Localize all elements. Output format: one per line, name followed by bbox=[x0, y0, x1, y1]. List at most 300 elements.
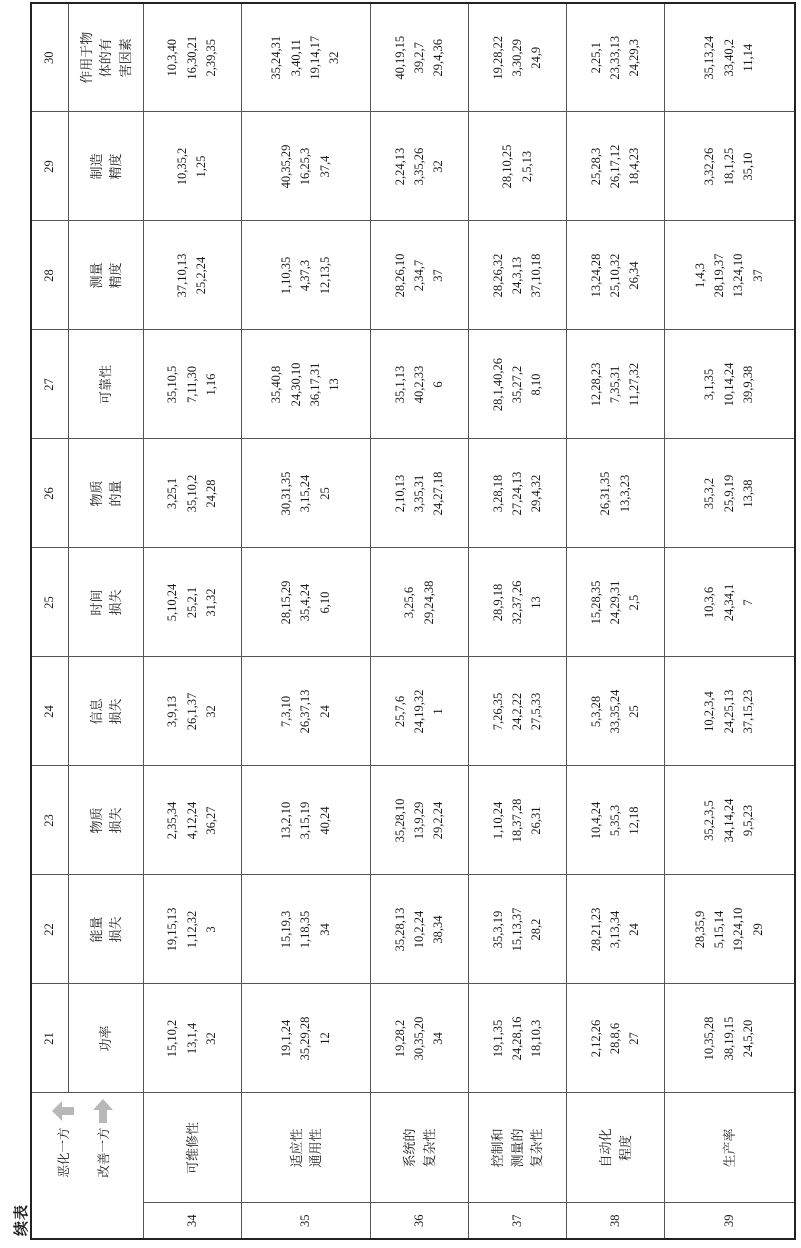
principle-numbers: 24,5,20 bbox=[741, 1019, 756, 1058]
principle-numbers: 3,30,29 bbox=[509, 39, 524, 77]
column-name-cell bbox=[69, 766, 144, 875]
principle-numbers: 35,29,28 bbox=[298, 1016, 313, 1061]
principle-numbers: 34,14,24 bbox=[721, 798, 736, 843]
principle-numbers: 1,18,35 bbox=[298, 910, 313, 949]
matrix-cell bbox=[371, 112, 469, 221]
matrix-cell bbox=[371, 875, 469, 984]
row-name-cell bbox=[664, 1093, 795, 1203]
matrix-cell bbox=[371, 766, 469, 875]
column-number-cell: 29 bbox=[31, 112, 69, 221]
principle-numbers: 7,35,31 bbox=[607, 365, 622, 404]
matrix-cell bbox=[469, 548, 567, 657]
row-name-cell bbox=[469, 1093, 567, 1203]
row-name-cell bbox=[371, 1093, 469, 1203]
column-number-cell: 30 bbox=[31, 3, 69, 112]
principle-numbers: 13,3,23 bbox=[617, 474, 632, 513]
principle-numbers: 35,24,31 bbox=[269, 35, 284, 80]
principle-numbers: 12,13,5 bbox=[317, 256, 332, 295]
principle-numbers: 6,10 bbox=[317, 591, 332, 614]
principle-numbers: 36,17,31 bbox=[308, 362, 322, 407]
worsen-side-label: 恶化一方 bbox=[56, 1127, 71, 1178]
principle-numbers: 32 bbox=[431, 160, 446, 173]
principle-numbers: 26,17,12 bbox=[607, 144, 622, 189]
contradiction-matrix-table bbox=[30, 2, 796, 1240]
principle-numbers: 28,26,10 bbox=[392, 253, 407, 298]
matrix-cell bbox=[664, 112, 795, 221]
principle-numbers: 13,38 bbox=[741, 479, 756, 508]
principle-numbers: 40,19,15 bbox=[392, 35, 407, 80]
principle-numbers: 26,1,37 bbox=[184, 692, 199, 731]
principle-numbers: 2,34,7 bbox=[411, 259, 426, 292]
column-name-line: 时间 bbox=[88, 589, 104, 616]
principle-numbers: 28,2 bbox=[529, 918, 544, 941]
principle-numbers: 32 bbox=[204, 1032, 219, 1045]
principle-numbers: 26,31 bbox=[529, 806, 544, 835]
principle-numbers: 19,15,13 bbox=[165, 907, 180, 952]
matrix-cell bbox=[241, 548, 371, 657]
matrix-cell bbox=[371, 548, 469, 657]
matrix-cell bbox=[469, 112, 567, 221]
principle-numbers: 39,9,38 bbox=[741, 365, 756, 404]
matrix-cell bbox=[241, 439, 371, 548]
matrix-cell bbox=[371, 330, 469, 439]
principle-numbers: 3,40,11 bbox=[288, 39, 303, 77]
principle-numbers: 13,24,10 bbox=[731, 253, 746, 298]
principle-numbers: 16,30,21 bbox=[184, 35, 199, 80]
matrix-cell bbox=[241, 3, 371, 112]
table-row bbox=[567, 3, 665, 1239]
column-name-line: 能量 bbox=[88, 916, 104, 943]
matrix-cell bbox=[469, 3, 567, 112]
column-name-cell bbox=[69, 3, 144, 112]
principle-numbers: 34 bbox=[317, 923, 332, 936]
column-name-line: 损失 bbox=[108, 916, 123, 943]
principle-numbers: 36,27 bbox=[204, 806, 219, 835]
matrix-cell bbox=[144, 657, 242, 766]
principle-numbers: 3,1,35 bbox=[702, 368, 717, 401]
principle-numbers: 19,14,17 bbox=[308, 35, 322, 80]
principle-numbers: 24 bbox=[627, 923, 642, 936]
column-name-cell bbox=[69, 984, 144, 1093]
matrix-cell bbox=[469, 984, 567, 1093]
principle-numbers: 3,15,24 bbox=[298, 474, 313, 513]
principle-numbers: 13,24,28 bbox=[588, 253, 603, 298]
row-name-cell bbox=[567, 1093, 665, 1203]
corner-header-cell bbox=[31, 1093, 144, 1239]
matrix-cell bbox=[371, 984, 469, 1093]
principle-numbers: 5,3,28 bbox=[588, 695, 603, 728]
principle-numbers: 3 bbox=[204, 926, 219, 933]
principle-numbers: 3,25,6 bbox=[402, 586, 417, 619]
principle-numbers: 15,28,35 bbox=[588, 580, 603, 625]
principle-numbers: 25,10,32 bbox=[607, 253, 622, 298]
column-name-cell bbox=[69, 657, 144, 766]
matrix-cell bbox=[567, 984, 665, 1093]
principle-numbers: 18,10,3 bbox=[529, 1019, 544, 1058]
row-name-line: 可维修性 bbox=[184, 1122, 200, 1175]
column-name-line: 作用于物 bbox=[78, 31, 94, 84]
principle-numbers: 28,26,32 bbox=[490, 253, 505, 298]
column-name-line: 体的有 bbox=[98, 38, 114, 78]
principle-numbers: 1,12,32 bbox=[184, 910, 199, 949]
matrix-cell bbox=[567, 875, 665, 984]
principle-numbers: 2,35,34 bbox=[165, 801, 180, 840]
principle-numbers: 15,19,3 bbox=[278, 910, 293, 949]
matrix-cell bbox=[567, 3, 665, 112]
row-number-cell: 38 bbox=[567, 1203, 665, 1239]
principle-numbers: 12 bbox=[317, 1032, 332, 1045]
column-name-line: 害因素 bbox=[117, 38, 133, 78]
row-name-line: 生产率 bbox=[721, 1128, 737, 1168]
principle-numbers: 28,10,25 bbox=[500, 144, 515, 189]
principle-numbers: 35,1,13 bbox=[392, 365, 407, 404]
improve-side-label: 改善一方 bbox=[96, 1127, 111, 1178]
principle-numbers: 2,39,35 bbox=[204, 39, 219, 77]
matrix-cell bbox=[664, 875, 795, 984]
principle-numbers: 11,27,32 bbox=[627, 362, 642, 407]
matrix-cell bbox=[567, 439, 665, 548]
principle-numbers: 18,4,23 bbox=[627, 147, 642, 186]
principle-numbers: 10,2,3,4 bbox=[702, 691, 717, 732]
principle-numbers: 2,10,13 bbox=[392, 474, 407, 513]
matrix-cell bbox=[144, 548, 242, 657]
principle-numbers: 2,25,1 bbox=[588, 42, 603, 74]
row-number-cell: 35 bbox=[241, 1203, 371, 1239]
column-name-line: 功率 bbox=[98, 1025, 114, 1052]
principle-numbers: 10,35,2 bbox=[174, 147, 189, 186]
principle-numbers: 10,3,40 bbox=[165, 39, 180, 77]
matrix-cell bbox=[241, 221, 371, 330]
table-row bbox=[241, 3, 371, 1239]
matrix-cell bbox=[469, 330, 567, 439]
column-number-cell: 28 bbox=[31, 221, 69, 330]
principle-numbers: 35,3,2 bbox=[702, 477, 717, 510]
principle-numbers: 29,24,38 bbox=[421, 580, 436, 625]
matrix-cell bbox=[144, 875, 242, 984]
principle-numbers: 25 bbox=[317, 487, 332, 500]
row-number-cell: 36 bbox=[371, 1203, 469, 1239]
principle-numbers: 24,25,13 bbox=[721, 689, 736, 734]
principle-numbers: 30,31,35 bbox=[278, 471, 293, 516]
matrix-cell bbox=[241, 766, 371, 875]
principle-numbers: 3,25,1 bbox=[165, 477, 180, 510]
principle-numbers: 40,24 bbox=[317, 806, 332, 835]
principle-numbers: 35,28,13 bbox=[392, 907, 407, 952]
row-name-cell bbox=[241, 1093, 371, 1203]
principle-numbers: 13 bbox=[327, 378, 342, 391]
page-side-label: 续表 bbox=[12, 1203, 30, 1236]
principle-numbers: 39,2,7 bbox=[411, 42, 426, 74]
row-name-line: 程度 bbox=[617, 1135, 633, 1162]
principle-numbers: 3,32,26 bbox=[702, 147, 717, 186]
principle-numbers: 27 bbox=[627, 1032, 642, 1045]
matrix-cell bbox=[664, 330, 795, 439]
matrix-cell bbox=[371, 439, 469, 548]
matrix-cell bbox=[371, 3, 469, 112]
matrix-cell bbox=[664, 548, 795, 657]
column-number-cell: 22 bbox=[31, 875, 69, 984]
row-number-cell: 34 bbox=[144, 1203, 242, 1239]
principle-numbers: 11,14 bbox=[741, 43, 756, 72]
principle-numbers: 34 bbox=[431, 1032, 446, 1045]
column-name-line: 精度 bbox=[108, 153, 123, 180]
principle-numbers: 37,10,13 bbox=[174, 253, 189, 298]
column-number-cell: 23 bbox=[31, 766, 69, 875]
principle-numbers: 23,33,13 bbox=[607, 35, 622, 80]
principle-numbers: 7,11,30 bbox=[184, 365, 199, 404]
matrix-cell bbox=[144, 330, 242, 439]
principle-numbers: 24,27,18 bbox=[431, 471, 446, 516]
matrix-cell bbox=[144, 439, 242, 548]
row-name-line: 通用性 bbox=[308, 1128, 323, 1168]
matrix-cell bbox=[469, 439, 567, 548]
column-name-cell bbox=[69, 548, 144, 657]
principle-numbers: 24,30,10 bbox=[288, 362, 303, 407]
column-name-line: 可靠性 bbox=[98, 365, 114, 405]
principle-numbers: 18,1,25 bbox=[721, 147, 736, 186]
principle-numbers: 10,4,24 bbox=[588, 801, 603, 840]
column-name-cell bbox=[69, 439, 144, 548]
column-name-cell bbox=[69, 112, 144, 221]
matrix-cell bbox=[144, 112, 242, 221]
row-name-line: 适应性 bbox=[288, 1128, 304, 1168]
principle-numbers: 1,25 bbox=[194, 155, 209, 178]
matrix-cell bbox=[144, 3, 242, 112]
principle-numbers: 25 bbox=[627, 705, 642, 718]
principle-numbers: 24,19,32 bbox=[411, 689, 426, 734]
column-name-cell bbox=[69, 875, 144, 984]
column-name-line: 物质 bbox=[88, 807, 104, 834]
principle-numbers: 4,37,3 bbox=[298, 259, 313, 292]
matrix-cell bbox=[144, 766, 242, 875]
table-row bbox=[371, 3, 469, 1239]
principle-numbers: 28,35,9 bbox=[692, 910, 707, 949]
arrow-up-icon bbox=[52, 1102, 74, 1122]
principle-numbers: 2,5 bbox=[627, 594, 642, 611]
principle-numbers: 28,15,29 bbox=[278, 580, 293, 625]
table-body bbox=[31, 3, 795, 1239]
header-name-row bbox=[69, 3, 144, 1239]
matrix-cell bbox=[241, 330, 371, 439]
principle-numbers: 2,24,13 bbox=[392, 147, 407, 186]
principle-numbers: 29 bbox=[750, 923, 765, 936]
matrix-cell bbox=[567, 112, 665, 221]
principle-numbers: 10,2,24 bbox=[411, 910, 426, 949]
matrix-cell bbox=[664, 3, 795, 112]
principle-numbers: 18,37,28 bbox=[509, 798, 524, 843]
principle-numbers: 24,29,3 bbox=[627, 39, 642, 77]
matrix-cell bbox=[144, 984, 242, 1093]
principle-numbers: 35,10 bbox=[741, 152, 756, 181]
principle-numbers: 24,28 bbox=[204, 479, 219, 508]
principle-numbers: 3,35,26 bbox=[411, 147, 426, 186]
principle-numbers: 24 bbox=[317, 705, 332, 718]
matrix-cell bbox=[664, 439, 795, 548]
matrix-cell bbox=[469, 657, 567, 766]
principle-numbers: 33,35,24 bbox=[607, 689, 622, 734]
principle-numbers: 5,15,14 bbox=[712, 910, 727, 949]
principle-numbers: 6 bbox=[431, 381, 446, 388]
principle-numbers: 7 bbox=[741, 599, 756, 606]
matrix-cell bbox=[664, 766, 795, 875]
column-number-cell: 27 bbox=[31, 330, 69, 439]
matrix-cell bbox=[241, 984, 371, 1093]
column-number-cell: 24 bbox=[31, 657, 69, 766]
principle-numbers: 35,4,24 bbox=[298, 583, 313, 622]
column-name-line: 的量 bbox=[108, 480, 123, 507]
principle-numbers: 32,37,26 bbox=[509, 580, 524, 625]
principle-numbers: 19,24,10 bbox=[731, 907, 746, 952]
row-name-line: 测量的 bbox=[509, 1128, 525, 1168]
column-name-cell bbox=[69, 330, 144, 439]
principle-numbers: 29,2,24 bbox=[431, 801, 446, 840]
principle-numbers: 1,10,24 bbox=[490, 801, 505, 840]
matrix-cell bbox=[567, 221, 665, 330]
principle-numbers: 19,1,24 bbox=[278, 1019, 293, 1058]
principle-numbers: 38,19,15 bbox=[721, 1016, 736, 1061]
principle-numbers: 16,25,3 bbox=[298, 147, 313, 186]
principle-numbers: 2,5,13 bbox=[519, 150, 534, 183]
principle-numbers: 9,5,23 bbox=[741, 804, 756, 837]
principle-numbers: 5,35,3 bbox=[607, 804, 622, 837]
principle-numbers: 35,10,2 bbox=[184, 474, 199, 513]
row-name-line: 自动化 bbox=[598, 1128, 614, 1168]
matrix-cell bbox=[567, 766, 665, 875]
row-name-line: 控制和 bbox=[490, 1128, 506, 1168]
table-row bbox=[144, 3, 242, 1239]
principle-numbers: 35,10,5 bbox=[165, 365, 180, 404]
principle-numbers: 13,9,29 bbox=[411, 801, 426, 840]
principle-numbers: 7,3,10 bbox=[278, 695, 293, 728]
principle-numbers: 5,10,24 bbox=[165, 583, 180, 622]
principle-numbers: 19,1,35 bbox=[490, 1019, 505, 1058]
principle-numbers: 25,7,6 bbox=[392, 695, 407, 728]
principle-numbers: 24,2,22 bbox=[509, 692, 524, 731]
principle-numbers: 3,13,34 bbox=[607, 910, 622, 949]
principle-numbers: 28,8,6 bbox=[607, 1022, 622, 1055]
table-row bbox=[469, 3, 567, 1239]
matrix-cell bbox=[664, 657, 795, 766]
arrow-right-icon bbox=[93, 1100, 113, 1124]
principle-numbers: 37,4 bbox=[317, 155, 332, 178]
matrix-cell bbox=[567, 657, 665, 766]
principle-numbers: 12,28,23 bbox=[588, 362, 603, 407]
column-name-cell bbox=[69, 221, 144, 330]
principle-numbers: 30,35,20 bbox=[411, 1016, 426, 1061]
principle-numbers: 27,5,33 bbox=[529, 692, 544, 731]
principle-numbers: 38,34 bbox=[431, 915, 446, 944]
principle-numbers: 25,28,3 bbox=[588, 147, 603, 186]
principle-numbers: 25,2,1 bbox=[184, 586, 199, 619]
principle-numbers: 35,3,19 bbox=[490, 910, 505, 949]
principle-numbers: 15,10,2 bbox=[165, 1019, 180, 1058]
matrix-cell bbox=[241, 875, 371, 984]
principle-numbers: 1,4,3 bbox=[692, 263, 707, 288]
column-name-line: 损失 bbox=[108, 698, 123, 725]
principle-numbers: 37 bbox=[431, 269, 446, 282]
principle-numbers: 28,9,18 bbox=[490, 583, 505, 622]
principle-numbers: 33,40,2 bbox=[721, 39, 736, 77]
principle-numbers: 31,32 bbox=[204, 588, 219, 617]
principle-numbers: 32 bbox=[327, 51, 342, 64]
row-name-line: 复杂性 bbox=[421, 1128, 437, 1168]
principle-numbers: 35,13,24 bbox=[702, 35, 717, 80]
column-name-line: 损失 bbox=[108, 589, 123, 616]
column-name-line: 精度 bbox=[108, 262, 123, 289]
principle-numbers: 37,15,23 bbox=[741, 689, 756, 734]
row-name-cell bbox=[144, 1093, 242, 1203]
matrix-cell bbox=[241, 657, 371, 766]
contradiction-matrix-table-wrapper bbox=[30, 2, 796, 1240]
column-name-line: 损失 bbox=[108, 807, 123, 834]
principle-numbers: 35,2,3,5 bbox=[702, 800, 717, 841]
matrix-cell bbox=[664, 221, 795, 330]
principle-numbers: 12,18 bbox=[627, 806, 642, 835]
table-row bbox=[664, 3, 795, 1239]
principle-numbers: 40,2,33 bbox=[411, 365, 426, 404]
principle-numbers: 3,15,19 bbox=[298, 801, 313, 840]
row-name-line: 复杂性 bbox=[529, 1128, 545, 1168]
column-name-line: 测量 bbox=[88, 262, 104, 289]
principle-numbers: 32 bbox=[204, 705, 219, 718]
principle-numbers: 28,1,40,26 bbox=[490, 357, 505, 412]
principle-numbers: 8,10 bbox=[529, 373, 544, 396]
matrix-cell bbox=[567, 548, 665, 657]
principle-numbers: 3,28,18 bbox=[490, 474, 505, 513]
principle-numbers: 2,12,26 bbox=[588, 1019, 603, 1058]
matrix-cell bbox=[241, 112, 371, 221]
principle-numbers: 13,2,10 bbox=[278, 801, 293, 840]
row-number-cell: 39 bbox=[664, 1203, 795, 1239]
matrix-cell bbox=[144, 221, 242, 330]
column-name-line: 制造 bbox=[88, 153, 104, 180]
row-number-cell: 37 bbox=[469, 1203, 567, 1239]
principle-numbers: 40,35,29 bbox=[278, 144, 293, 189]
principle-numbers: 37,10,18 bbox=[529, 253, 544, 298]
principle-numbers: 3,35,31 bbox=[411, 474, 426, 513]
principle-numbers: 29,4,32 bbox=[529, 474, 544, 513]
principle-numbers: 15,13,37 bbox=[509, 907, 524, 952]
principle-numbers: 19,28,2 bbox=[392, 1019, 407, 1058]
principle-numbers: 1,16 bbox=[204, 373, 219, 396]
principle-numbers: 1 bbox=[431, 708, 446, 715]
principle-numbers: 25,2,24 bbox=[194, 256, 209, 295]
principle-numbers: 35,27,2 bbox=[509, 365, 524, 404]
principle-numbers: 26,31,35 bbox=[598, 471, 613, 516]
matrix-cell bbox=[371, 657, 469, 766]
matrix-cell bbox=[664, 984, 795, 1093]
principle-numbers: 26,37,13 bbox=[298, 689, 313, 734]
principle-numbers: 24,3,13 bbox=[509, 256, 524, 295]
principle-numbers: 27,24,13 bbox=[509, 471, 524, 516]
principle-numbers: 3,9,13 bbox=[165, 695, 180, 728]
column-number-cell: 21 bbox=[31, 984, 69, 1093]
principle-numbers: 7,26,35 bbox=[490, 692, 505, 731]
principle-numbers: 35,40,8 bbox=[269, 365, 284, 404]
matrix-cell bbox=[567, 330, 665, 439]
column-name-line: 物质 bbox=[88, 480, 104, 507]
principle-numbers: 25,9,19 bbox=[721, 474, 736, 513]
matrix-cell bbox=[469, 221, 567, 330]
row-name-line: 系统的 bbox=[402, 1128, 418, 1168]
principle-numbers: 35,28,10 bbox=[392, 798, 407, 843]
principle-numbers: 10,3,6 bbox=[702, 586, 717, 619]
principle-numbers: 28,19,37 bbox=[712, 253, 727, 298]
principle-numbers: 28,21,23 bbox=[588, 907, 603, 952]
principle-numbers: 24,34,1 bbox=[721, 583, 736, 622]
principle-numbers: 29,4,36 bbox=[431, 39, 446, 77]
principle-numbers: 26,34 bbox=[627, 261, 642, 290]
